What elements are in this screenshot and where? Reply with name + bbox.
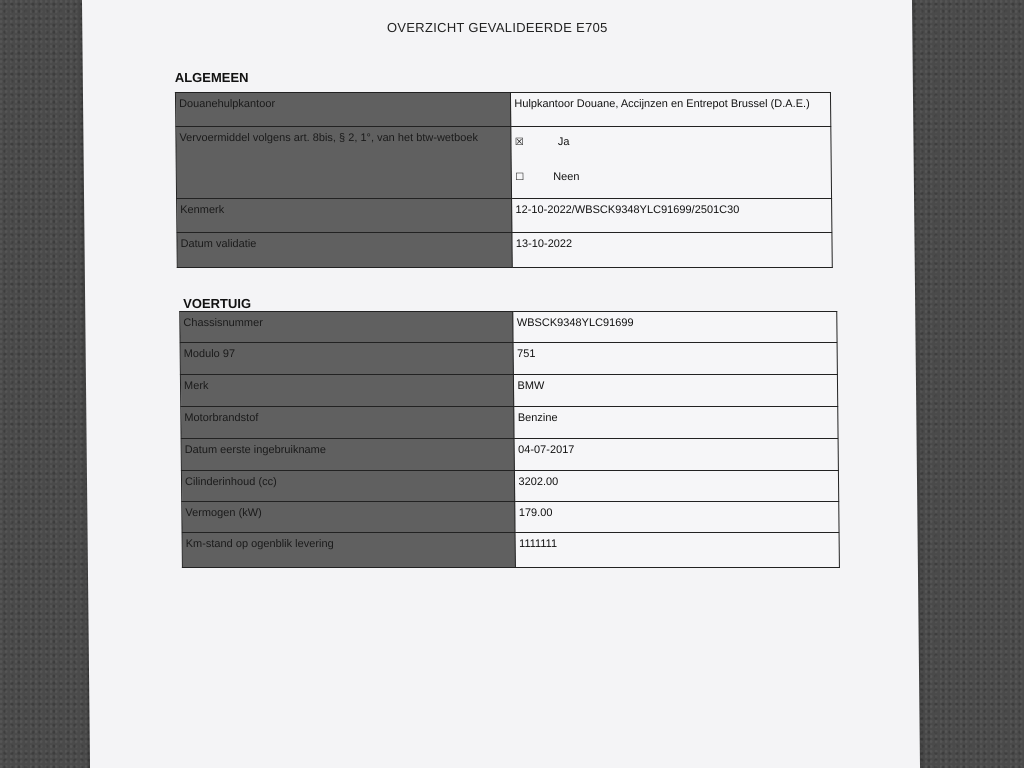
row-cilinderinhoud [181, 471, 838, 502]
row-merk [180, 375, 837, 407]
value-vervoermiddel [511, 127, 831, 199]
label-chassisnummer: Chassisnummer [180, 312, 514, 343]
value-cilinderinhoud: 3202.00 [515, 471, 839, 502]
row-modulo-97 [180, 343, 837, 375]
label-motorbrandstof: Motorbrandstof [181, 407, 515, 439]
row-motorbrandstof [181, 407, 838, 439]
option-ja-label: Ja [557, 136, 570, 148]
checkbox-neen-unchecked-icon[interactable]: ☐ [515, 171, 525, 183]
label-datum-validatie: Datum validatie [177, 233, 513, 268]
value-km-stand: 1111111 [515, 533, 839, 568]
label-vervoermiddel: Vervoermiddel volgens art. 8bis, § 2, 1°, van het btw-wetboek [176, 127, 512, 199]
value-datum-eerste-ingebruikname: 04-07-2017 [515, 439, 839, 471]
document-page [82, 0, 920, 768]
option-neen-label: Neen [553, 171, 580, 183]
row-km-stand [182, 533, 839, 568]
label-douanehulpkantoor: Douanehulpkantoor [175, 93, 511, 127]
label-cilinderinhoud: Cilinderinhoud (cc) [181, 471, 515, 502]
option-ja [515, 131, 828, 153]
voertuig-table [179, 311, 840, 568]
algemeen-table [175, 92, 833, 268]
label-datum-eerste-ingebruikname: Datum eerste ingebruikname [181, 439, 515, 471]
value-vermogen: 179.00 [515, 502, 839, 533]
row-vermogen [182, 502, 839, 533]
value-modulo-97: 751 [514, 343, 838, 375]
label-vermogen: Vermogen (kW) [182, 502, 516, 533]
row-datum-validatie [177, 233, 832, 268]
row-vervoermiddel [176, 127, 832, 199]
value-merk: BMW [514, 375, 838, 407]
value-motorbrandstof: Benzine [514, 407, 838, 439]
value-douanehulpkantoor: Hulpkantoor Douane, Accijnzen en Entrepot Brussel (D.A.E.) [511, 93, 831, 127]
value-chassisnummer: WBSCK9348YLC91699 [513, 312, 837, 343]
label-merk: Merk [180, 375, 514, 407]
label-kenmerk: Kenmerk [177, 199, 513, 233]
row-datum-eerste-ingebruikname [181, 439, 838, 471]
value-datum-validatie: 13-10-2022 [512, 233, 832, 268]
section-heading-algemeen: ALGEMEEN [174, 70, 249, 85]
label-km-stand: Km-stand op ogenblik levering [182, 533, 516, 568]
checkbox-ja-checked-icon[interactable]: ☒ [514, 136, 524, 148]
document-title: OVERZICHT GEVALIDEERDE E705 [386, 20, 608, 35]
option-neen [515, 166, 828, 188]
row-douanehulpkantoor [175, 93, 830, 127]
label-modulo-97: Modulo 97 [180, 343, 514, 375]
row-kenmerk [177, 199, 832, 233]
value-kenmerk: 12-10-2022/WBSCK9348YLC91699/2501C30 [512, 199, 832, 233]
section-heading-voertuig: VOERTUIG [183, 296, 252, 311]
row-chassisnummer [180, 312, 837, 343]
